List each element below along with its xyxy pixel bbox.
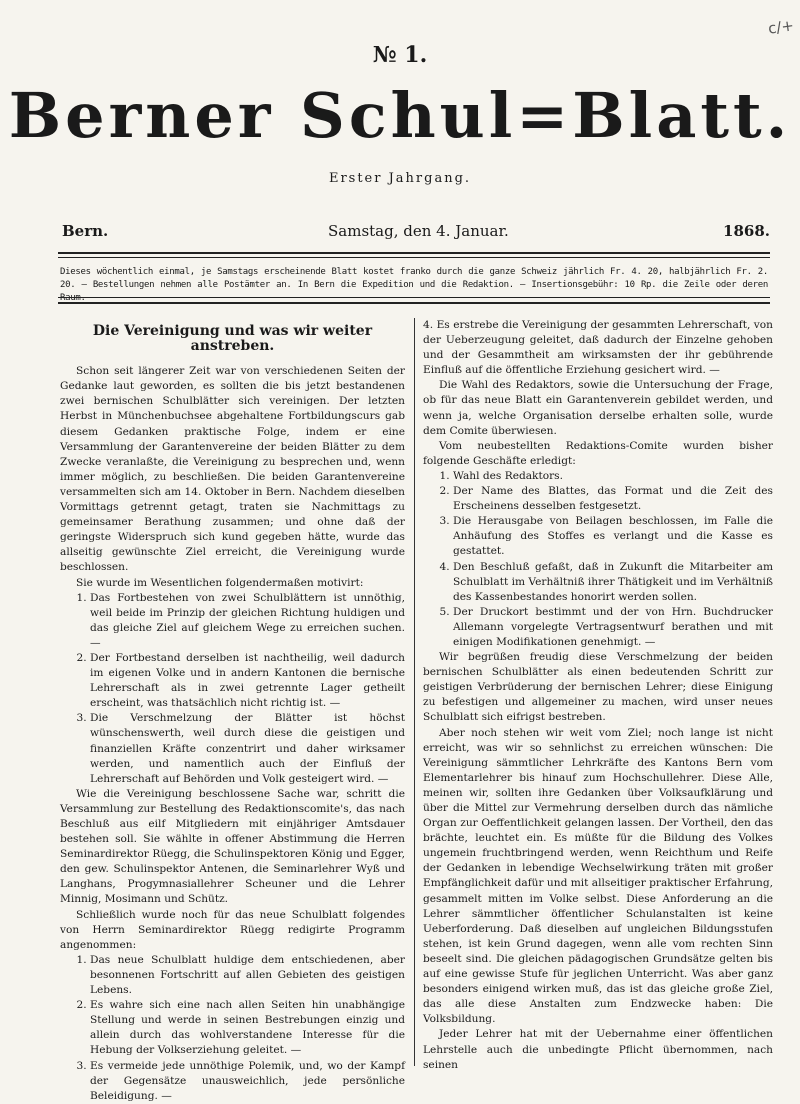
dateline-year: 1868. xyxy=(723,222,770,240)
list-item: 3. Die Verschmelzung der Blätter ist höchst wünschenswerth, weil durch diese die geistigen und finanziellen Kräfte conzentrirt und daher wirksamer werden, und namentlich auch der Einfluß der Lehrerschaft auf Behörden und Volk gesteigert wird. — xyxy=(90,711,405,786)
subscription-notice: Dieses wöchentlich einmal, je Samstags erscheinende Blatt kostet franko durch die ganze Schweiz jährlich Fr. 4. 20, halbjährlich Fr. 2. 20. — Bestellungen nehmen alle Postämter an. In Bern die Expedition und die Redaktion. — Insertionsgebühr: 10 Rp. die Zeile oder deren Raum. xyxy=(60,267,768,303)
list-item: 3. Es vermeide jede unnöthige Polemik, und, wo der Kampf der Gegensätze unausweichlich, jede persönliche Beleidigung. — xyxy=(90,1059,405,1104)
list-item: 1. Das Fortbestehen von zwei Schulblättern ist unnöthig, weil beide im Prinzip der gleichen Richtung huldigen und das gleiche Ziel auf gleichem Wege zu erreichen suchen. — xyxy=(90,591,405,651)
list-item: 2. Der Fortbestand derselben ist nachtheilig, weil dadurch im eigenen Volke und in andern Kantonen die bernische Lehrerschaft als in zwei getrennte Lager getheilt erscheint, was thatsächlich nicht richtig ist. — xyxy=(90,651,405,711)
paragraph: Wir begrüßen freudig diese Verschmelzung der beiden bernischen Schulblätter als einen bedeutenden Schritt zur geistigen Verbrüderung der bernischen Lehrer; diese Einigung zu befestigen und allgemeiner zu machen, wird unser neues Schulblatt sich eifrigst bestreben. xyxy=(423,651,773,724)
list-item: 1. Wahl des Redaktors. xyxy=(453,469,773,484)
masthead-title: Berner Schul=Blatt. xyxy=(8,79,792,152)
list-item: 3. Die Herausgabe von Beilagen beschlossen, im Falle die Anhäufung des Stoffes es verlangt und die Kasse es gestattet. xyxy=(453,514,773,559)
paragraph: Schließlich wurde noch für das neue Schulblatt folgendes von Herrn Seminardirektor Rüegg redigirte Programm angenommen: xyxy=(60,908,405,951)
left-column xyxy=(60,318,405,1104)
list-item: 2. Es wahre sich eine nach allen Seiten hin unabhängige Stellung und werde in seinen Bestrebungen einzig und allein durch das wohlverstandene Interesse für die Hebung der Volkserziehung geleitet. — xyxy=(90,998,405,1058)
rule-divider xyxy=(58,297,770,298)
dateline-date: Samstag, den 4. Januar. xyxy=(328,222,509,240)
list-item: 5. Der Druckort bestimmt und der von Hrn. Buchdrucker Allemann vorgelegte Vertragsentwurf berathen und mit einigen Modifikationen genehmigt. — xyxy=(453,605,773,650)
motivation-list xyxy=(60,591,405,787)
rule-divider xyxy=(58,302,770,304)
paragraph: Die Wahl des Redaktors, sowie die Untersuchung der Frage, ob für das neue Blatt ein Garantenverein gebildet werden, und wenn ja, welche Organisation derselbe erhalten solle, wurde dem Comite überwiesen. xyxy=(423,379,773,437)
paragraph: Vom neubestellten Redaktions-Comite wurden bisher folgende Geschäfte erledigt: xyxy=(423,439,773,467)
issue-number: № 1. xyxy=(372,42,428,68)
paragraph: Aber noch stehen wir weit vom Ziel; noch lange ist nicht erreicht, was wir so sehnlichst zu erreichen wünschen: Die Vereinigung sämmtlicher Lehrkräfte des Kantons Bern vom Elementarlehrer bis hinauf zum Hochschullehrer. Diese Alle, meinen wir, sollten ihre Gedanken über Volksaufklärung und über die Mittel zur Vermehrung derselben durch das nämliche Organ zur Oeffentlichkeit gelangen lassen. Der Vortheil, den das brächte, leuchtet ein. Es müßte für die Bildung des Volkes ungemein fruchtbringend werden, wenn Reichthum und Reife der Gedanken in lebendige Wechselwirkung träten mit großer Empfänglichkeit dafür und mit allseitiger praktischer Erfahrung, gesammelt mitten im Volke selbst. Diese Anforderung an die Lehrer sämmtlicher öffentlicher Schulanstalten ist keine Ueberforderung. Daß dieselben auf ungleichen Bildungsstufen stehen, ist kein Grund dagegen, wenn alle vom rechten Sinn beseelt sind. Die gleichen pädagogischen Grundsätze gelten bis auf eine gewisse Stufe für jeglichen Unterricht. Was aber ganz besonders einigend wirken muß, das ist das gleiche große Ziel, das alle diese Anstalten zum Endzwecke haben: Die Volksbildung. xyxy=(423,726,773,1026)
archive-stamp: c/+ xyxy=(766,16,796,38)
right-column xyxy=(423,318,773,1073)
paragraph: Sie wurde im Wesentlichen folgendermaßen motivirt: xyxy=(76,576,364,589)
list-item: 4. Den Beschluß gefaßt, daß in Zukunft die Mitarbeiter am Schulblatt im Verhältniß ihrer Thätigkeit und im Verhältniß des Kassenbestandes honorirt werden sollen. xyxy=(453,560,773,605)
business-list xyxy=(423,469,773,650)
rule-divider xyxy=(58,257,770,258)
column-divider xyxy=(414,318,415,1066)
article-heading: Die Vereinigung und was wir weiter anstreben. xyxy=(92,323,373,355)
volume-subtitle: Erster Jahrgang. xyxy=(328,171,472,186)
rule-divider xyxy=(58,252,770,254)
paragraph: Schon seit längerer Zeit war von verschiedenen Seiten der Gedanke laut geworden, es sollten die bis jetzt bestandenen zwei bernischen Schulblätter sich vereinigen. Der letzten Herbst in Münchenbuchsee abgehaltene Fortbildungscurs gab diesem Gedanken praktische Folge, indem er eine Versammlung der Garantenvereine der beiden Blätter zu dem Zwecke veranlaßte, die Vereinigung zu besprechen und, wenn immer möglich, zu beschließen. Die beiden Garantenvereine versammelten sich am 14. Oktober in Bern. Nachdem dieselben Vormittags getrennt getagt, traten sie Nachmittags zu gemeinsamer Berathung zusammen; und ohne daß der geringste Widerspruch sich kund gegeben hätte, wurde das allseitig gewünschte Ziel erreicht, die Vereinigung wurde beschlossen. xyxy=(60,365,405,574)
paragraph: Wie die Vereinigung beschlossene Sache war, schritt die Versammlung zur Bestellung des Redaktionscomite's, das nach Beschluß aus eilf Mitgliedern mit einjähriger Amtsdauer bestehen soll. Sie wählte in offener Abstimmung die Herren Seminardirektor Rüegg, die Schulinspektoren König und Egger, den gew. Schulinspektor Antenen, die Seminarlehrer Wyß und Langhans, Progymnasiallehrer Scheuner und die Lehrer Minnig, Mosimann und Schütz. xyxy=(60,787,405,906)
dateline xyxy=(62,222,770,244)
list-item: 2. Der Name des Blattes, das Format und die Zeit des Erscheinens desselben festgesetzt. xyxy=(453,484,773,514)
program-list xyxy=(60,953,405,1104)
paragraph: Jeder Lehrer hat mit der Uebernahme einer öffentlichen Lehrstelle auch die unbedingte Pflicht übernommen, nach seinen xyxy=(423,1028,773,1071)
program-item-4: 4. Es erstrebe die Vereinigung der gesammten Lehrerschaft, von der Ueberzeugung geleitet, daß dadurch der Einzelne gehoben und der Gesammtheit am wirksamsten der ihr gebührende Einfluß auf die öffentliche Erziehung gesichert wird. — xyxy=(423,319,773,377)
list-item: 1. Das neue Schulblatt huldige dem entschiedenen, aber besonnenen Fortschritt auf allen Gebieten des geistigen Lebens. xyxy=(90,953,405,998)
dateline-place: Bern. xyxy=(62,222,109,240)
